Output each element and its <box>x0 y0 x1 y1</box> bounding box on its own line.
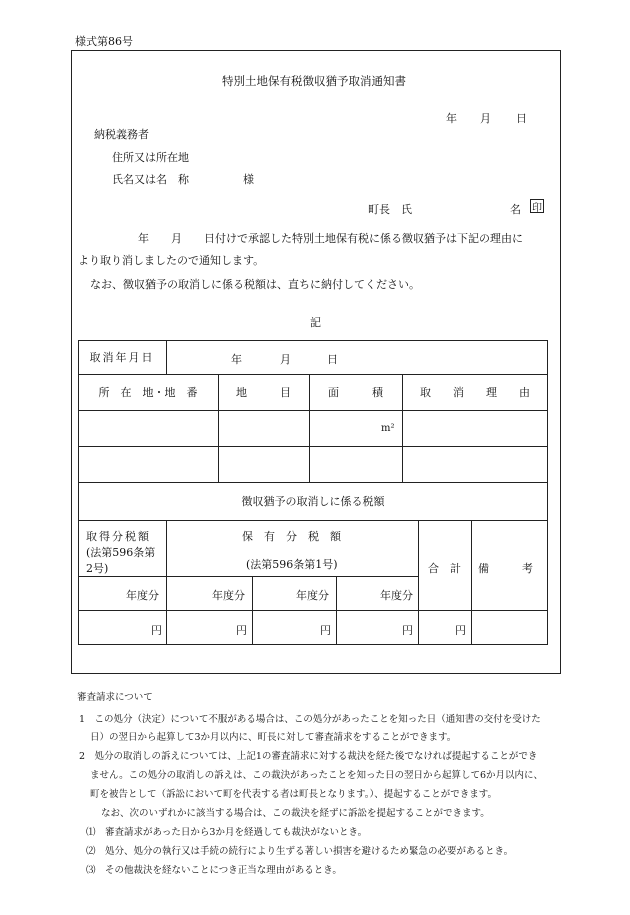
yen-5: 円 <box>455 624 466 637</box>
yen-4: 円 <box>402 624 413 637</box>
body-line-1: 年 月 日付けで承認した特別土地保有税に係る徴収猶予は下記の理由に <box>138 232 523 245</box>
mayor-name-label: 名 <box>510 203 521 216</box>
yen-1: 円 <box>151 624 162 637</box>
appeal-item2-line4: なお、次のいずれかに該当する場合は、この裁決を経ずに訴訟を提起することができます。 <box>101 808 490 819</box>
body-line-2: より取り消しましたので通知します。 <box>78 254 265 267</box>
appeal-item2-line2: ません。この処分の取消しの訴えは、この裁決があったことを知った日の翌日から起算して6か月以内に、 <box>90 770 544 781</box>
date-year: 年 <box>446 112 457 125</box>
cancel-day: 日 <box>327 353 338 366</box>
honorific: 様 <box>243 173 254 186</box>
mayor-title: 町長 氏 <box>368 203 412 216</box>
cancel-date-label: 取消年月日 <box>89 351 155 364</box>
header-land-category: 地 目 <box>236 386 291 399</box>
remarks-label: 備 考 <box>478 562 533 575</box>
ki-label: 記 <box>310 316 321 329</box>
date-month: 月 <box>480 112 491 125</box>
appeal-sub1: ⑴ 審査請求があった日から3か月を経過しても裁決がないとき。 <box>86 827 368 838</box>
total-label: 合 計 <box>428 562 461 575</box>
acquisition-label-3: 2号) <box>86 562 109 575</box>
fiscal-year-2: 年度分 <box>212 589 245 602</box>
cancel-month: 月 <box>280 353 291 366</box>
acquisition-label-2: (法第596条第 <box>86 546 156 559</box>
area-unit: m² <box>381 423 395 434</box>
tax-section-title: 徴収猶予の取消しに係る税額 <box>241 495 385 508</box>
header-location: 所 在 地・地 番 <box>98 386 198 399</box>
address-label: 住所又は所在地 <box>112 151 189 164</box>
appeal-item1-line1: 1 この処分（決定）について不服がある場合は、この処分があったことを知った日（通知書の交付を受けた <box>79 714 541 725</box>
appeal-item2-line3: 町を被告として（訴訟において町を代表する者は町長となります。）、提起することができます。 <box>90 789 497 800</box>
header-area: 面 積 <box>328 386 383 399</box>
appeal-sub2: ⑵ 処分、処分の執行又は手続の続行により生ずる著しい損害を避けるため緊急の必要があるとき。 <box>86 846 514 857</box>
body-line-3: なお、徴収猶予の取消しに係る税額は、直ちに納付してください。 <box>90 278 420 291</box>
holding-sub: (法第596条第1号) <box>246 558 338 571</box>
fiscal-year-4: 年度分 <box>380 589 413 602</box>
appeal-sub3: ⑶ その他裁決を経ないことにつき正当な理由があるとき。 <box>86 865 342 876</box>
appeal-item2-line1: 2 処分の取消しの訴えについては、上記1の審査請求に対する裁決を経た後でなければ提起することができ <box>79 751 538 762</box>
taxpayer-heading: 納税義務者 <box>94 128 149 141</box>
header-reason: 取 消 理 由 <box>420 386 530 399</box>
date-day: 日 <box>516 112 527 125</box>
yen-2: 円 <box>236 624 247 637</box>
fiscal-year-3: 年度分 <box>296 589 329 602</box>
acquisition-label-1: 取得分税額 <box>86 530 151 543</box>
form-number: 様式第86号 <box>75 35 133 48</box>
name-label: 氏名又は名 称 <box>112 173 189 186</box>
holding-label: 保 有 分 税 額 <box>242 530 341 543</box>
cancel-year: 年 <box>231 353 242 366</box>
seal-mark: 印 <box>530 199 544 213</box>
appeal-item1-line2: 日）の翌日から起算して3か月以内に、町長に対して審査請求をすることができます。 <box>90 732 457 743</box>
fiscal-year-1: 年度分 <box>126 589 159 602</box>
page-title: 特別土地保有税徴収猶予取消通知書 <box>222 74 406 88</box>
appeal-heading: 審査請求について <box>77 692 153 703</box>
yen-3: 円 <box>320 624 331 637</box>
